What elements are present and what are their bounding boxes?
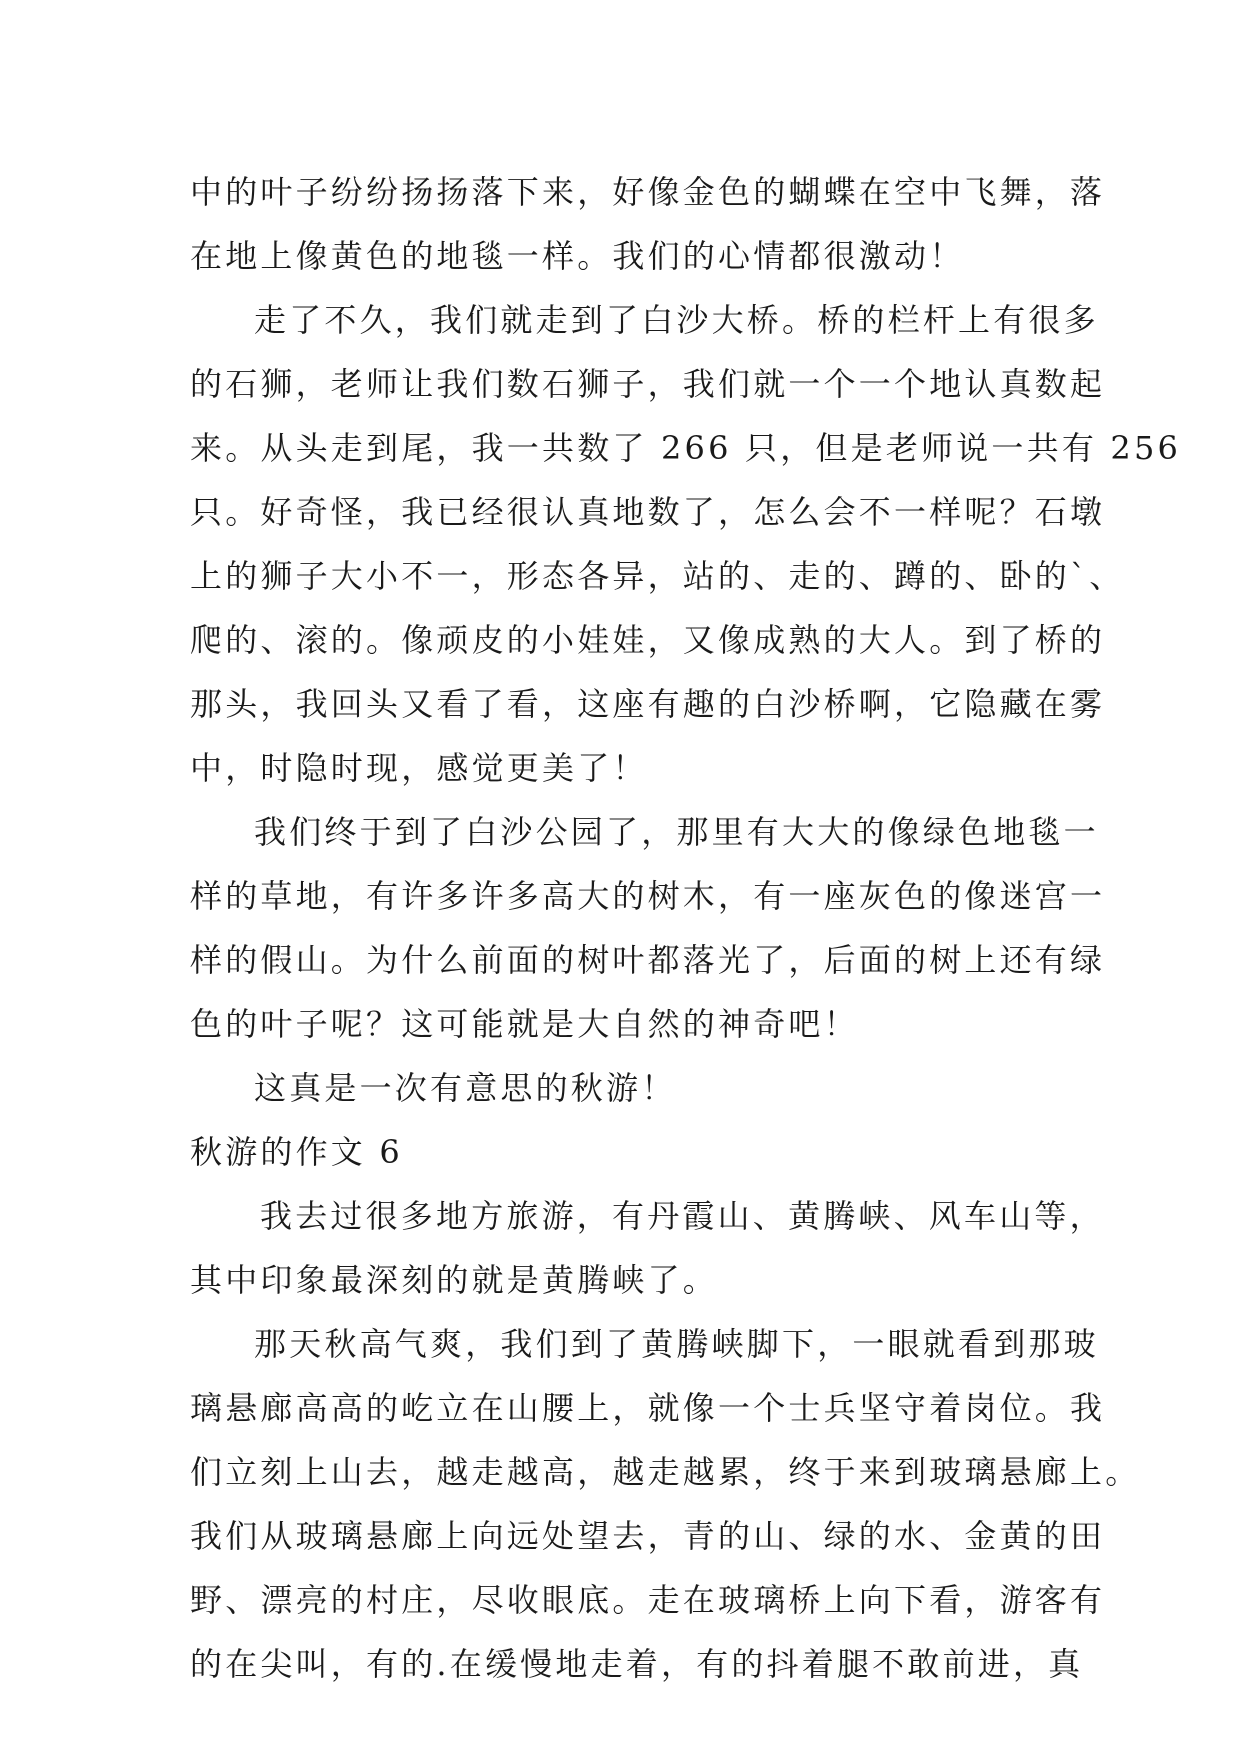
text-line: 的在尖叫，有的.在缓慢地走着，有的抖着腿不敢前进，真 <box>190 1645 1084 1683</box>
paragraph <box>190 1312 1141 1696</box>
text-line: 中的叶子纷纷扬扬落下来，好像金色的蝴蝶在空中飞舞，落 <box>190 173 1106 211</box>
text-line: 其中印象最深刻的就是黄腾峡了。 <box>190 1261 719 1299</box>
paragraph <box>190 1056 1050 1120</box>
paragraph <box>190 160 1106 288</box>
text-line: 那头，我回头又看了看，这座有趣的白沙桥啊，它隐藏在雾 <box>190 685 1106 723</box>
text-line: 只。好奇怪，我已经很认真地数了，怎么会不一样呢？石墩 <box>190 493 1106 531</box>
text-line: 在地上像黄色的地毯一样。我们的心情都很激动！ <box>190 237 965 275</box>
text-line: 中，时隐时现，感觉更美了！ <box>190 749 648 787</box>
text-line: 们立刻上山去，越走越高，越走越累，终于来到玻璃悬廊上。 <box>190 1453 1141 1491</box>
text-line: 我去过很多地方旅游，有丹霞山、黄腾峡、风车山等， <box>260 1197 1105 1235</box>
text-line: 这真是一次有意思的秋游！ <box>254 1069 677 1107</box>
text-line: 色的叶子呢？这可能就是大自然的神奇吧！ <box>190 1005 859 1043</box>
text-line: 爬的、滚的。像顽皮的小娃娃，又像成熟的大人。到了桥的 <box>190 621 1106 659</box>
text-line: 样的假山。为什么前面的树叶都落光了，后面的树上还有绿 <box>190 941 1106 979</box>
text-line: 我们从玻璃悬廊上向远处望去，青的山、绿的水、金黄的田 <box>190 1517 1106 1555</box>
document-page <box>190 160 1182 1696</box>
text-line: 那天秋高气爽，我们到了黄腾峡脚下，一眼就看到那玻 <box>254 1325 1099 1363</box>
text-line: 样的草地，有许多许多高大的树木，有一座灰色的像迷宫一 <box>190 877 1106 915</box>
text-line: 上的狮子大小不一，形态各异，站的、走的、蹲的、卧的`、 <box>190 557 1125 595</box>
article-title: 秋游的作文 6 <box>190 1133 403 1171</box>
text-line: 来。从头走到尾，我一共数了 266 只，但是老师说一共有 256 <box>190 429 1182 467</box>
text-line: 的石狮，老师让我们数石狮子，我们就一个一个地认真数起 <box>190 365 1106 403</box>
text-line: 走了不久，我们就走到了白沙大桥。桥的栏杆上有很多 <box>254 301 1099 339</box>
paragraph <box>190 288 1182 800</box>
paragraph <box>190 1184 1105 1312</box>
text-line: 我们终于到了白沙公园了，那里有大大的像绿色地毯一 <box>254 813 1099 851</box>
text-line: 璃悬廊高高的屹立在山腰上，就像一个士兵坚守着岗位。我 <box>190 1389 1106 1427</box>
paragraph <box>190 800 1106 1056</box>
text-line: 野、漂亮的村庄，尽收眼底。走在玻璃桥上向下看，游客有 <box>190 1581 1106 1619</box>
